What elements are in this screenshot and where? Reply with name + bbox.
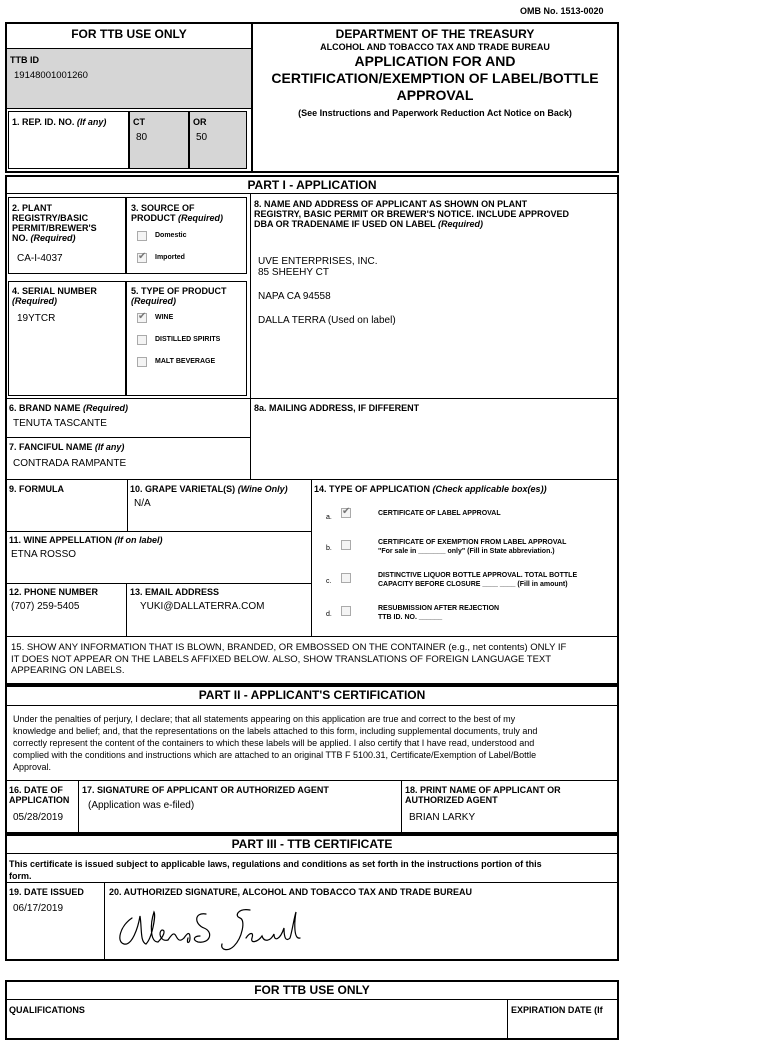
serial-number-value: 19YTCR — [17, 313, 56, 324]
form-title-line2: CERTIFICATION/EXEMPTION OF LABEL/BOTTLE — [271, 70, 599, 86]
fanciful-name-label: 7. FANCIFUL NAME (If any) — [9, 442, 125, 452]
ct-value: 80 — [136, 132, 148, 143]
option-b-letter: b. — [326, 545, 332, 552]
distilled-spirits-checkbox[interactable] — [137, 335, 147, 345]
expiration-date-label: EXPIRATION DATE (If — [511, 1005, 603, 1015]
ttb-id-value: 19148001001260 — [14, 70, 88, 81]
option-c-letter: c. — [326, 578, 332, 585]
applicant-city: NAPA CA 94558 — [258, 291, 331, 302]
bureau-name: ALCOHOL AND TOBACCO TAX AND TRADE BUREAU — [320, 42, 550, 52]
date-issued-value: 06/17/2019 — [13, 903, 64, 914]
part2-title: PART II - APPLICANT'S CERTIFICATION — [198, 688, 426, 702]
phone-number-value: (707) 259-5405 — [11, 601, 80, 612]
grape-varietal-value: N/A — [134, 498, 151, 509]
department-name: DEPARTMENT OF THE TREASURY — [335, 27, 535, 41]
or-label: OR — [193, 117, 207, 127]
applicant-signature-label: 17. SIGNATURE OF APPLICANT OR AUTHORIZED AGENT — [82, 785, 329, 795]
phone-number-label: 12. PHONE NUMBER — [9, 587, 99, 597]
authorized-signature-image — [110, 898, 310, 958]
form-title-line1: APPLICATION FOR AND — [354, 53, 516, 69]
domestic-label: Domestic — [155, 232, 187, 239]
exemption-checkbox[interactable] — [341, 540, 351, 550]
brand-name-value: TENUTA TASCANTE — [13, 418, 107, 429]
type-of-application-label: 14. TYPE OF APPLICATION (Check applicable box(es)) — [314, 484, 547, 494]
check-mark-icon: ✔ — [138, 311, 147, 322]
date-of-application-label: 16. DATE OF APPLICATION — [9, 785, 70, 805]
date-of-application-value: 05/28/2019 — [13, 812, 64, 823]
mailing-address-label: 8a. MAILING ADDRESS, IF DIFFERENT — [254, 403, 420, 413]
ttb-use-only-header: FOR TTB USE ONLY — [71, 27, 187, 41]
brand-name-label: 6. BRAND NAME (Required) — [9, 403, 129, 413]
distilled-spirits-label: DISTILLED SPIRITS — [155, 336, 221, 343]
plant-registry-value: CA-I-4037 — [17, 253, 63, 264]
date-issued-label: 19. DATE ISSUED — [9, 887, 84, 897]
plant-registry-label: 2. PLANT REGISTRY/BASIC PERMIT/BREWER'S NO. (Required) — [12, 203, 97, 243]
certification-text: Under the penalties of perjury, I declare; that all statements appearing on this application are true and correct to the best of my knowledge and belief; and, that the representations on the labels attached to this form, including supplemental documents, truly and correctly represent the content of the containers to which these labels will be applied. I also certify that I have read, understood and complied with the conditions and instructions which are attached to an original TTB F 5100.31, Certificate/Exemption of Label/Bottle Approval. — [13, 714, 538, 772]
grape-varietal-label: 10. GRAPE VARIETAL(S) (Wine Only) — [130, 484, 288, 494]
resubmission-text-line1: RESUBMISSION AFTER REJECTION — [378, 605, 500, 612]
part1-title: PART I - APPLICATION — [247, 178, 377, 192]
bottle-approval-checkbox[interactable] — [341, 573, 351, 583]
label-approval-checkbox[interactable] — [341, 508, 351, 518]
wine-checkbox[interactable] — [137, 313, 147, 323]
formula-label: 9. FORMULA — [9, 484, 64, 494]
applicant-signature-value: (Application was e-filed) — [88, 800, 195, 811]
check-mark-icon: ✔ — [342, 506, 351, 517]
malt-beverage-checkbox[interactable] — [137, 357, 147, 367]
check-mark-icon: ✔ — [138, 251, 147, 262]
domestic-checkbox[interactable] — [137, 231, 147, 241]
ttb-id-label: TTB ID — [10, 55, 39, 65]
type-of-product-label: 5. TYPE OF PRODUCT (Required) — [131, 286, 227, 306]
ttb-certificate-text: This certificate is issued subject to applicable laws, regulations and conditions as set forth in the instructions portion of this form. — [9, 859, 542, 881]
print-name-label: 18. PRINT NAME OF APPLICANT OR AUTHORIZED AGENT — [405, 785, 561, 805]
wine-label: WINE — [155, 314, 174, 321]
bottle-approval-text-line1: DISTINCTIVE LIQUOR BOTTLE APPROVAL. TOTAL BOTTLE — [378, 572, 578, 579]
email-address-value: YUKI@DALLATERRA.COM — [140, 601, 265, 612]
label-approval-text: CERTIFICATE OF LABEL APPROVAL — [378, 510, 501, 517]
serial-number-label: 4. SERIAL NUMBER (Required) — [12, 286, 97, 306]
item15-instructions: 15. SHOW ANY INFORMATION THAT IS BLOWN, BRANDED, OR EMBOSSED ON THE CONTAINER (e.g., net contents) ONLY IF IT DOES NOT APPEAR ON THE LABELS AFFIXED BELOW. ALSO, SHOW TRANSLATIONS OF FOREIGN LANGUAGE TEXT APPEARING ON LABELS. — [11, 642, 567, 676]
fanciful-name-value: CONTRADA RAMPANTE — [13, 458, 127, 469]
applicant-name: UVE ENTERPRISES, INC. — [258, 256, 378, 267]
ct-label: CT — [133, 117, 145, 127]
imported-label: Imported — [155, 254, 185, 261]
wine-appellation-value: ETNA ROSSO — [11, 549, 77, 560]
name-address-label: 8. NAME AND ADDRESS OF APPLICANT AS SHOWN ON PLANT REGISTRY, BASIC PERMIT OR BREWER'S NOTICE. INCLUDE APPROVED DBA OR TRADENAME IF USED ON LABEL (Required) — [254, 199, 569, 229]
malt-beverage-label: MALT BEVERAGE — [155, 358, 216, 365]
bottle-approval-text-line2: CAPACITY BEFORE CLOSURE ____ ____ (Fill in amount) — [378, 581, 568, 588]
print-name-value: BRIAN LARKY — [409, 812, 476, 823]
form-title-line3: APPROVAL — [396, 87, 474, 103]
option-a-letter: a. — [326, 514, 332, 521]
imported-checkbox[interactable] — [137, 253, 147, 263]
resubmission-text-line2: TTB ID. NO. ______ — [378, 614, 443, 621]
part3-title: PART III - TTB CERTIFICATE — [231, 837, 393, 851]
email-address-label: 13. EMAIL ADDRESS — [130, 587, 220, 597]
exemption-text-line1: CERTIFICATE OF EXEMPTION FROM LABEL APPROVAL — [378, 539, 567, 546]
wine-appellation-label: 11. WINE APPELLATION (If on label) — [9, 535, 163, 545]
rep-id-label: 1. REP. ID. NO. (If any) — [12, 117, 107, 127]
instructions-note: (See Instructions and Paperwork Reduction Act Notice on Back) — [298, 108, 572, 118]
applicant-street: 85 SHEEHY CT — [258, 267, 329, 278]
qualifications-label: QUALIFICATIONS — [9, 1005, 85, 1015]
authorized-signature-label: 20. AUTHORIZED SIGNATURE, ALCOHOL AND TOBACCO TAX AND TRADE BUREAU — [109, 887, 473, 897]
or-value: 50 — [196, 132, 208, 143]
omb-number: OMB No. 1513-0020 — [520, 6, 604, 16]
applicant-dba: DALLA TERRA (Used on label) — [258, 315, 396, 326]
ttb-use-only-footer: FOR TTB USE ONLY — [254, 983, 370, 997]
exemption-text-line2: "For sale in _______ only" (Fill in State abbreviation.) — [378, 548, 555, 555]
resubmission-checkbox[interactable] — [341, 606, 351, 616]
source-label: 3. SOURCE OF PRODUCT (Required) — [131, 203, 224, 223]
option-d-letter: d. — [326, 611, 332, 618]
